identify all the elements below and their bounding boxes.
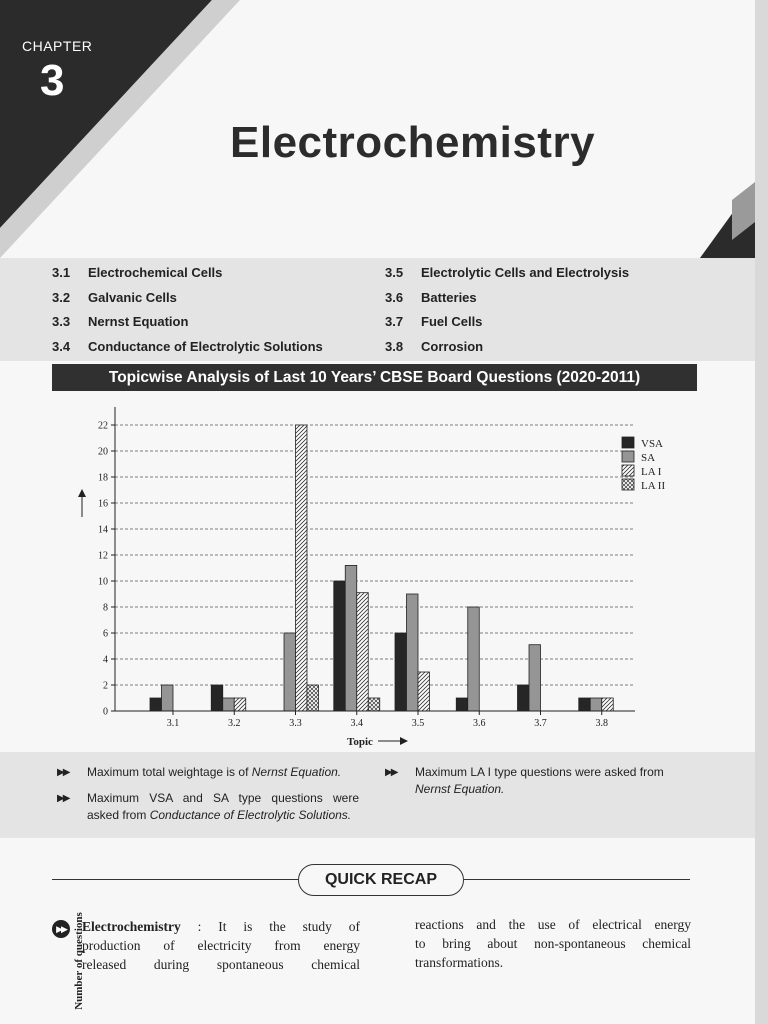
recap-text: : It is the study of (180, 919, 360, 934)
recap-paragraph-left (82, 917, 360, 974)
legend-swatch (622, 465, 634, 476)
page-edge (755, 0, 768, 1024)
analysis-notes (0, 752, 755, 838)
topic-item (385, 314, 482, 329)
topic-list (0, 258, 755, 361)
recap-line: transformations. (415, 955, 504, 970)
x-tick-label: 3.7 (534, 718, 547, 729)
chapter-number: 3 (40, 56, 65, 105)
recap-paragraph-right (415, 915, 691, 972)
legend-label: VSA (641, 438, 664, 450)
topic-label: Nernst Equation (88, 314, 189, 329)
x-tick-label: 3.6 (473, 718, 486, 729)
y-axis-label: Number of questions (73, 912, 85, 1010)
bar (407, 594, 419, 711)
y-tick-label: 4 (103, 654, 108, 666)
y-tick-label: 16 (98, 498, 108, 510)
note-emphasis: Nernst Equation. (415, 782, 505, 796)
bar (456, 698, 468, 711)
note-text: Maximum VSA and SA type questions were (87, 791, 359, 805)
x-tick-label: 3.5 (411, 718, 425, 729)
recap-line (82, 917, 360, 936)
legend-swatch (622, 437, 634, 448)
note-item (385, 764, 705, 798)
legend-swatch (622, 479, 634, 490)
bar (529, 645, 541, 711)
recap-line: to bring about non-spontaneous chemical (415, 936, 691, 951)
bar (307, 685, 319, 711)
topic-label: Batteries (421, 290, 477, 305)
note-emphasis: Nernst Equation. (251, 765, 342, 779)
topic-label: Galvanic Cells (88, 290, 177, 305)
legend-label: SA (641, 452, 656, 464)
bar (368, 698, 380, 711)
topic-number: 3.8 (385, 339, 404, 354)
note-item (57, 764, 377, 781)
bar (395, 633, 407, 711)
analysis-banner: Topicwise Analysis of Last 10 Years’ CBSE Board Questions (2020-2011) (52, 364, 697, 391)
topic-number: 3.5 (385, 265, 404, 280)
bar (468, 607, 480, 711)
recap-line: released during spontaneous chemical (82, 957, 360, 972)
y-tick-label: 0 (103, 706, 108, 718)
topic-item (52, 314, 188, 329)
double-arrow-bullet-icon: ▶▶ (57, 793, 69, 804)
bar (162, 685, 174, 711)
bar (211, 685, 223, 711)
double-arrow-bullet-icon: ▶▶ (385, 767, 397, 778)
topic-number: 3.3 (52, 314, 71, 329)
y-tick-label: 20 (98, 446, 108, 458)
bar (284, 633, 296, 711)
y-tick-label: 12 (98, 550, 108, 562)
topic-label: Fuel Cells (421, 314, 483, 329)
divider (464, 879, 690, 880)
recap-term: Electrochemistry (82, 919, 181, 934)
bar (518, 685, 530, 711)
bar (150, 698, 162, 711)
x-tick-label: 3.2 (228, 718, 241, 729)
bar (602, 698, 614, 711)
topic-label: Electrolytic Cells and Electrolysis (421, 265, 630, 280)
x-axis-label: Topic (347, 736, 373, 748)
bar (357, 593, 369, 711)
legend-label: LA II (641, 480, 666, 492)
topic-number: 3.4 (52, 339, 71, 354)
double-arrow-circle-icon: ▶▶ (52, 920, 70, 938)
bar (418, 672, 430, 711)
recap-line: reactions and the use of electrical energy (415, 917, 691, 932)
y-tick-label: 18 (98, 472, 108, 484)
bar (223, 698, 235, 711)
y-tick-label: 8 (103, 602, 108, 614)
x-tick-label: 3.4 (350, 718, 363, 729)
bar (234, 698, 246, 711)
recap-line: production of electricity from energy (82, 938, 360, 953)
x-tick-label: 3.8 (595, 718, 608, 729)
topic-item (52, 290, 177, 305)
note-emphasis: Conductance of Electrolytic Solutions. (149, 808, 352, 822)
topic-number: 3.6 (385, 290, 404, 305)
x-tick-label: 3.3 (289, 718, 302, 729)
topic-number: 3.2 (52, 290, 71, 305)
y-arrow-head (78, 489, 86, 497)
topic-item (385, 265, 629, 280)
topic-number: 3.7 (385, 314, 404, 329)
note-text: Maximum total weightage is of (87, 765, 252, 779)
double-arrow-bullet-icon: ▶▶ (57, 767, 69, 778)
topic-label: Corrosion (421, 339, 484, 354)
topic-number: 3.1 (52, 265, 71, 280)
chapter-title: Electrochemistry (230, 118, 596, 167)
y-tick-label: 6 (103, 628, 108, 640)
y-tick-label: 10 (98, 576, 108, 588)
topic-label: Electrochemical Cells (88, 265, 223, 280)
bar (296, 425, 308, 711)
note-text: Maximum LA I type questions were asked from (415, 765, 664, 779)
note-text: asked from (87, 808, 150, 822)
x-tick-label: 3.1 (166, 718, 180, 729)
bar (345, 565, 357, 711)
quick-recap-heading: QUICK RECAP (298, 864, 464, 896)
x-arrow-head (400, 737, 408, 745)
chapter-label: CHAPTER (22, 38, 93, 54)
bar (579, 698, 591, 711)
legend-label: LA I (641, 466, 662, 478)
y-tick-label: 22 (98, 420, 108, 432)
topic-item (52, 339, 323, 354)
bar (334, 581, 346, 711)
topic-label: Conductance of Electrolytic Solutions (88, 339, 323, 354)
legend-swatch (622, 451, 634, 462)
topic-item (385, 339, 483, 354)
y-tick-label: 14 (98, 524, 108, 536)
topic-item (385, 290, 477, 305)
topic-item (52, 265, 222, 280)
y-tick-label: 2 (103, 680, 108, 692)
bar (590, 698, 602, 711)
note-item (57, 790, 359, 824)
divider (52, 879, 298, 880)
